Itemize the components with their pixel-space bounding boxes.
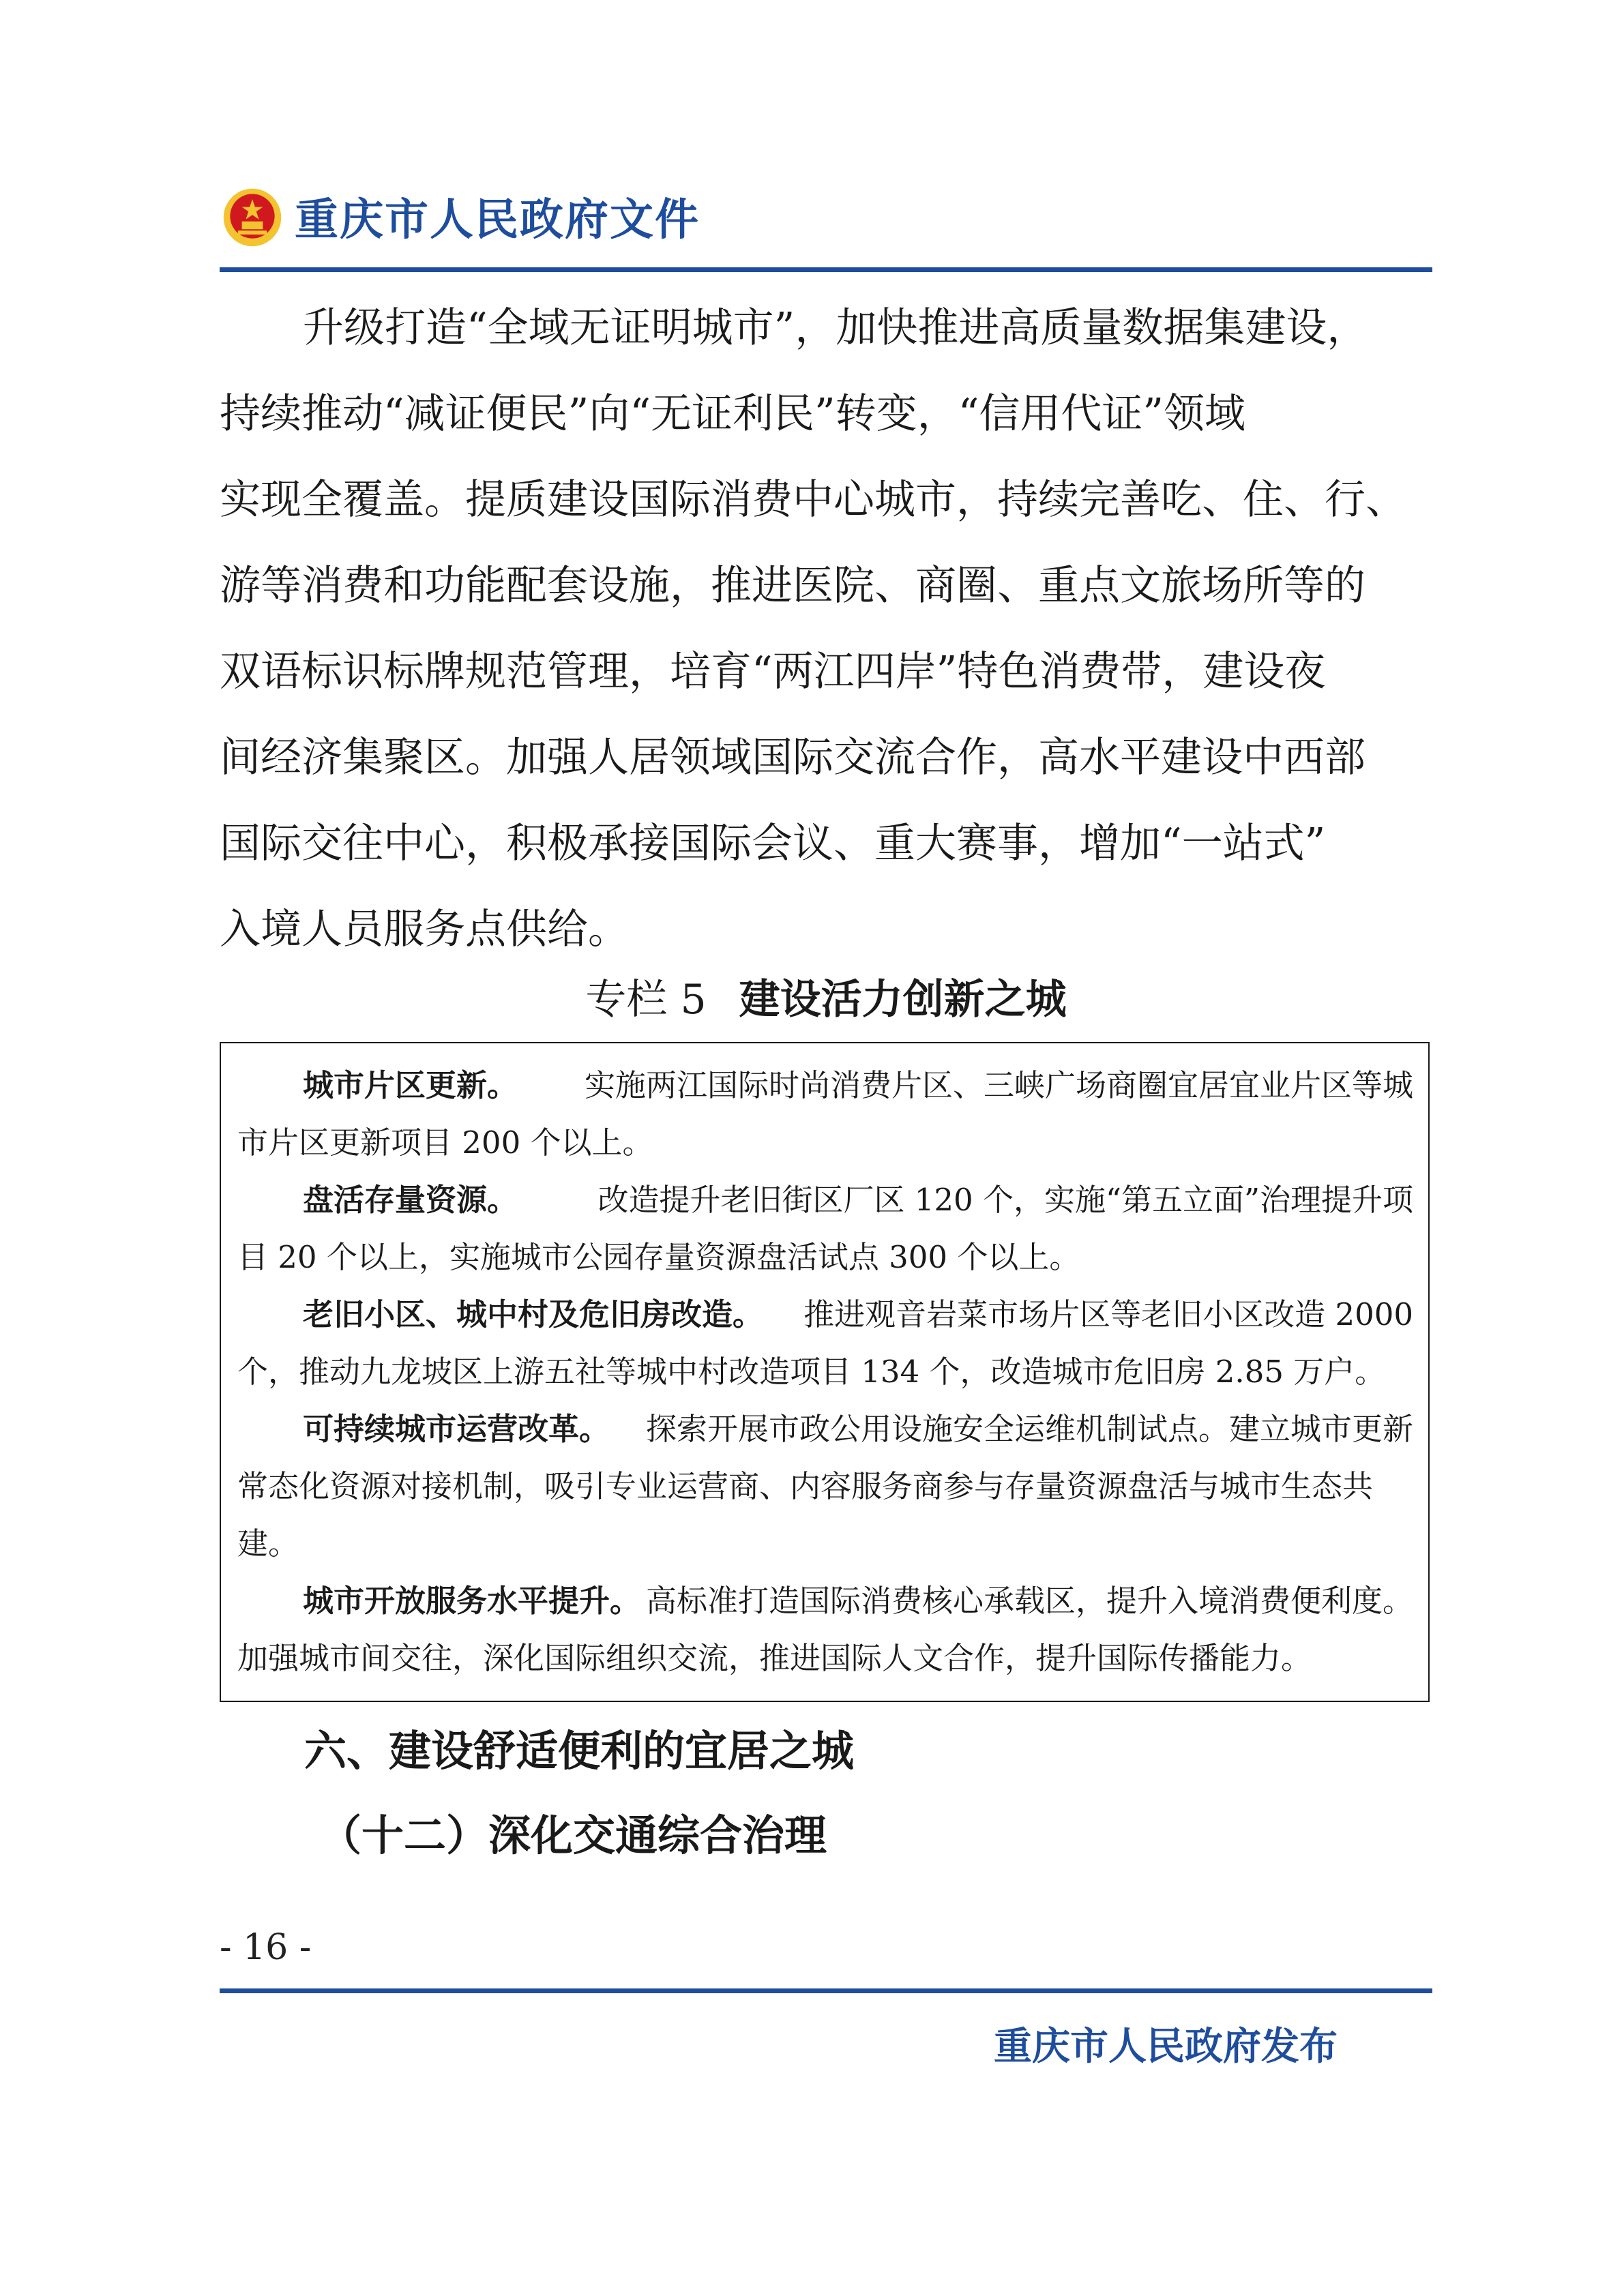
column-item-lead: 老旧小区、城中村及危旧房改造。	[303, 1296, 764, 1332]
column-title	[220, 967, 1432, 1032]
column-item-text: 改造提升老旧街区厂区 120 个，实施“第五立面”治理提升项	[597, 1182, 1413, 1218]
column-item-line: 目 20 个以上，实施城市公园存量资源盘活试点 300 个以上。	[237, 1239, 1080, 1275]
column-item-line: 个，推动九龙坡区上游五社等城中村改造项目 134 个，改造城市危旧房 2.85 万户。	[237, 1354, 1386, 1390]
paragraph-line: 国际交往中心，积极承接国际会议、重大赛事，增加“一站式”	[220, 820, 1326, 867]
paragraph-line: 间经济集聚区。加强人居领域国际交流合作，高水平建设中西部	[220, 734, 1365, 781]
column-item-first-line	[237, 1057, 1413, 1114]
paragraph-line: 双语标识标牌规范管理，培育“两江四岸”特色消费带，建设夜	[220, 648, 1326, 696]
column-item-line: 常态化资源对接机制，吸引专业运营商、内容服务商参与存量资源盘活与城市生态共	[237, 1468, 1374, 1504]
column-item-text: 高标准打造国际消费核心承载区，提升入境消费便利度。	[645, 1583, 1413, 1619]
subsection-heading: （十二）深化交通综合治理	[319, 1810, 827, 1860]
column-number: 专栏 5	[585, 976, 707, 1024]
national-emblem-icon	[220, 183, 285, 249]
publisher-footer: 重庆市人民政府发布	[994, 2024, 1338, 2069]
section-heading: 六、建设舒适便利的宜居之城	[304, 1726, 855, 1776]
body-paragraph	[220, 285, 1432, 972]
column-item-line: 建。	[237, 1525, 299, 1562]
column-item-lead: 可持续城市运营改革。	[303, 1411, 610, 1447]
column-item-line: 市片区更新项目 200 个以上。	[237, 1124, 653, 1161]
footer-divider	[220, 1988, 1432, 1993]
document-header-title: 重庆市人民政府文件	[295, 194, 700, 245]
column-item-line: 加强城市间交往，深化国际组织交流，推进国际人文合作，提升国际传播能力。	[237, 1640, 1312, 1676]
paragraph-line: 实现全覆盖。提质建设国际消费中心城市，持续完善吃、住、行、	[220, 476, 1406, 524]
column-item-first-line	[237, 1286, 1413, 1343]
column-item-first-line	[237, 1172, 1413, 1229]
document-header	[220, 179, 700, 254]
paragraph-line: 入境人员服务点供给。	[220, 906, 629, 953]
column-name: 建设活力创新之城	[739, 976, 1067, 1024]
paragraph-line: 游等消费和功能配套设施，推进医院、商圈、重点文旅场所等的	[220, 562, 1365, 610]
column-item-lead: 城市片区更新。	[303, 1067, 518, 1103]
column-item-first-line	[237, 1572, 1413, 1630]
column-item-text: 探索开展市政公用设施安全运维机制试点。建立城市更新	[645, 1411, 1413, 1447]
paragraph-line: 持续推动“减证便民”向“无证利民”转变，“信用代证”领域	[220, 390, 1246, 438]
column-item-first-line	[237, 1401, 1413, 1458]
column-item-lead: 城市开放服务水平提升。	[303, 1583, 641, 1619]
page-number: - 16 -	[220, 1927, 312, 1968]
header-divider	[220, 267, 1432, 272]
paragraph-line: 升级打造“全域无证明城市”，加快推进高质量数据集建设，	[303, 304, 1368, 352]
column-box	[220, 1042, 1430, 1702]
column-item-text: 推进观音岩菜市场片区等老旧小区改造 2000	[803, 1296, 1413, 1332]
column-item-lead: 盘活存量资源。	[303, 1182, 518, 1218]
column-item-text: 实施两江国际时尚消费片区、三峡广场商圈宜居宜业片区等城	[584, 1067, 1413, 1103]
